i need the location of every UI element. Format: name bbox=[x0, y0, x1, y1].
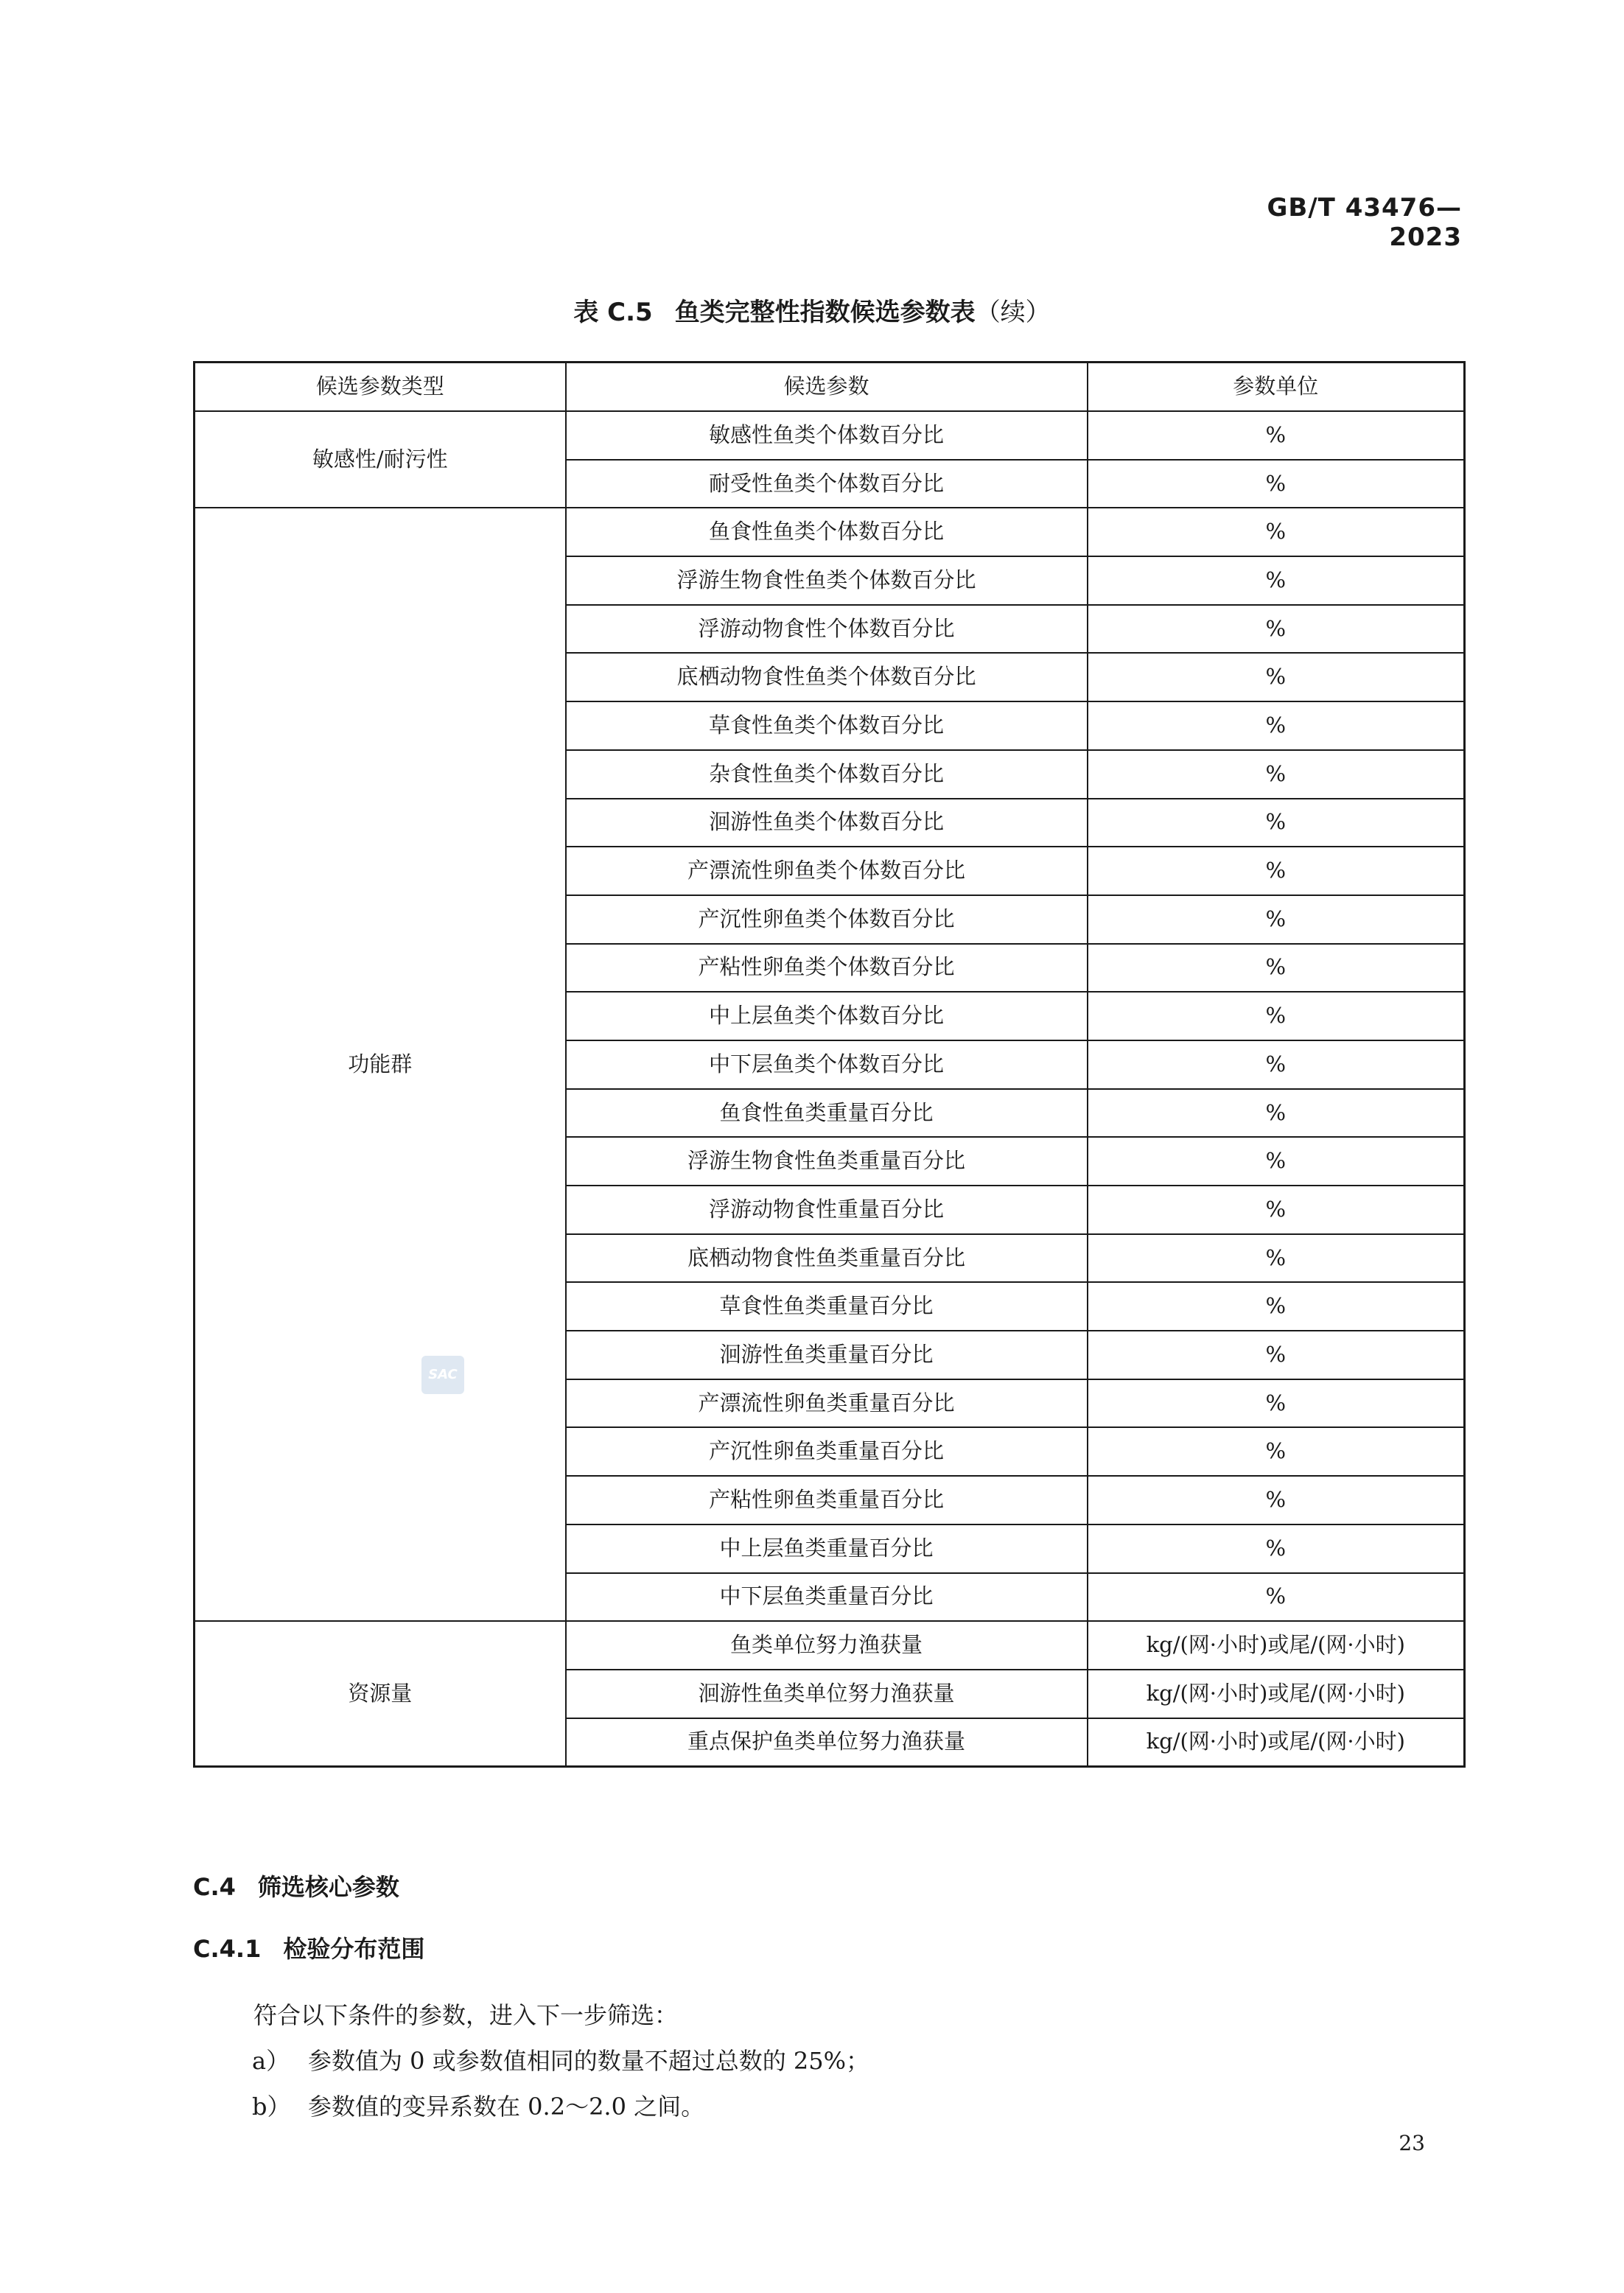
unit-cell: % bbox=[1088, 1573, 1465, 1622]
section-heading-c41 bbox=[193, 1930, 424, 1964]
unit-cell: % bbox=[1088, 799, 1465, 847]
section-number: C.4.1 bbox=[193, 1935, 262, 1963]
column-header-param: 候选参数 bbox=[566, 363, 1088, 412]
parameter-cell: 底栖动物食性鱼类个体数百分比 bbox=[566, 653, 1088, 701]
parameter-cell: 浮游生物食性鱼类个体数百分比 bbox=[566, 556, 1088, 605]
list-marker: b） bbox=[252, 2093, 291, 2121]
unit-cell: % bbox=[1088, 1427, 1465, 1476]
unit-cell: % bbox=[1088, 653, 1465, 701]
list-item bbox=[252, 2042, 869, 2076]
column-header-unit: 参数单位 bbox=[1088, 363, 1465, 412]
parameter-cell: 洄游性鱼类重量百分比 bbox=[566, 1331, 1088, 1379]
column-header-type: 候选参数类型 bbox=[195, 363, 566, 412]
parameter-cell: 洄游性鱼类单位努力渔获量 bbox=[566, 1670, 1088, 1718]
parameter-cell: 鱼类单位努力渔获量 bbox=[566, 1621, 1088, 1670]
unit-cell: kg/(网·小时)或尾/(网·小时) bbox=[1088, 1718, 1465, 1767]
unit-cell: % bbox=[1088, 992, 1465, 1040]
parameter-cell: 产漂流性卵鱼类重量百分比 bbox=[566, 1379, 1088, 1428]
parameter-cell: 浮游生物食性鱼类重量百分比 bbox=[566, 1137, 1088, 1186]
table-row bbox=[195, 1621, 1465, 1670]
parameter-cell: 草食性鱼类个体数百分比 bbox=[566, 701, 1088, 750]
unit-cell: % bbox=[1088, 508, 1465, 556]
unit-cell: % bbox=[1088, 411, 1465, 460]
parameter-cell: 浮游动物食性重量百分比 bbox=[566, 1186, 1088, 1234]
parameter-cell: 中上层鱼类个体数百分比 bbox=[566, 992, 1088, 1040]
unit-cell: % bbox=[1088, 895, 1465, 944]
parameter-cell: 草食性鱼类重量百分比 bbox=[566, 1282, 1088, 1331]
intro-paragraph: 符合以下条件的参数，进入下一步筛选： bbox=[253, 2001, 679, 2029]
parameter-cell: 产漂流性卵鱼类个体数百分比 bbox=[566, 847, 1088, 895]
unit-cell: % bbox=[1088, 605, 1465, 654]
unit-cell: % bbox=[1088, 1234, 1465, 1283]
unit-cell: % bbox=[1088, 1476, 1465, 1524]
unit-cell: % bbox=[1088, 1137, 1465, 1186]
list-text: 参数值为 0 或参数值相同的数量不超过总数的 25%； bbox=[308, 2047, 870, 2075]
table-body bbox=[195, 411, 1465, 1767]
unit-cell: % bbox=[1088, 1089, 1465, 1138]
unit-cell: % bbox=[1088, 556, 1465, 605]
parameter-cell: 中下层鱼类个体数百分比 bbox=[566, 1040, 1088, 1089]
section-title: 筛选核心参数 bbox=[257, 1873, 399, 1901]
parameter-cell: 中下层鱼类重量百分比 bbox=[566, 1573, 1088, 1622]
parameter-cell: 产粘性卵鱼类个体数百分比 bbox=[566, 944, 1088, 993]
unit-cell: % bbox=[1088, 1524, 1465, 1573]
parameter-cell: 杂食性鱼类个体数百分比 bbox=[566, 750, 1088, 799]
parameter-cell: 浮游动物食性个体数百分比 bbox=[566, 605, 1088, 654]
list-text: 参数值的变异系数在 0.2～2.0 之间。 bbox=[308, 2093, 705, 2121]
parameter-cell: 底栖动物食性鱼类重量百分比 bbox=[566, 1234, 1088, 1283]
page-number: 23 bbox=[1399, 2131, 1425, 2155]
unit-cell: % bbox=[1088, 701, 1465, 750]
standard-code: GB/T 43476—2023 bbox=[1267, 193, 1462, 252]
parameter-cell: 鱼食性鱼类重量百分比 bbox=[566, 1089, 1088, 1138]
parameter-type-cell: 敏感性/耐污性 bbox=[195, 411, 566, 508]
unit-cell: kg/(网·小时)或尾/(网·小时) bbox=[1088, 1670, 1465, 1718]
parameter-cell: 产粘性卵鱼类重量百分比 bbox=[566, 1476, 1088, 1524]
list-item bbox=[252, 2088, 704, 2122]
parameter-cell: 中上层鱼类重量百分比 bbox=[566, 1524, 1088, 1573]
parameter-type-cell: 资源量 bbox=[195, 1621, 566, 1767]
parameter-table bbox=[193, 361, 1466, 1768]
table-row bbox=[195, 508, 1465, 556]
unit-cell: % bbox=[1088, 1040, 1465, 1089]
sac-watermark-logo: SAC bbox=[421, 1356, 464, 1394]
table-title bbox=[0, 292, 1624, 328]
parameter-cell: 产沉性卵鱼类重量百分比 bbox=[566, 1427, 1088, 1476]
section-heading-c4 bbox=[193, 1869, 399, 1902]
table-continued-mark: （续） bbox=[975, 298, 1051, 327]
parameter-cell: 鱼食性鱼类个体数百分比 bbox=[566, 508, 1088, 556]
table-header-row bbox=[195, 363, 1465, 412]
parameter-cell: 重点保护鱼类单位努力渔获量 bbox=[566, 1718, 1088, 1767]
parameter-cell: 洄游性鱼类个体数百分比 bbox=[566, 799, 1088, 847]
parameter-cell: 敏感性鱼类个体数百分比 bbox=[566, 411, 1088, 460]
unit-cell: % bbox=[1088, 750, 1465, 799]
unit-cell: % bbox=[1088, 1282, 1465, 1331]
table-row bbox=[195, 411, 1465, 460]
section-number: C.4 bbox=[193, 1873, 236, 1901]
parameter-type-cell: 功能群 bbox=[195, 508, 566, 1621]
table-title-text: 鱼类完整性指数候选参数表 bbox=[674, 298, 976, 327]
list-marker: a） bbox=[252, 2047, 290, 2075]
unit-cell: % bbox=[1088, 1379, 1465, 1428]
unit-cell: % bbox=[1088, 1331, 1465, 1379]
parameter-cell: 耐受性鱼类个体数百分比 bbox=[566, 460, 1088, 508]
parameter-cell: 产沉性卵鱼类个体数百分比 bbox=[566, 895, 1088, 944]
unit-cell: % bbox=[1088, 1186, 1465, 1234]
unit-cell: % bbox=[1088, 847, 1465, 895]
unit-cell: % bbox=[1088, 944, 1465, 993]
section-title: 检验分布范围 bbox=[283, 1935, 425, 1963]
unit-cell: kg/(网·小时)或尾/(网·小时) bbox=[1088, 1621, 1465, 1670]
table-number: 表 C.5 bbox=[573, 298, 653, 327]
unit-cell: % bbox=[1088, 460, 1465, 508]
